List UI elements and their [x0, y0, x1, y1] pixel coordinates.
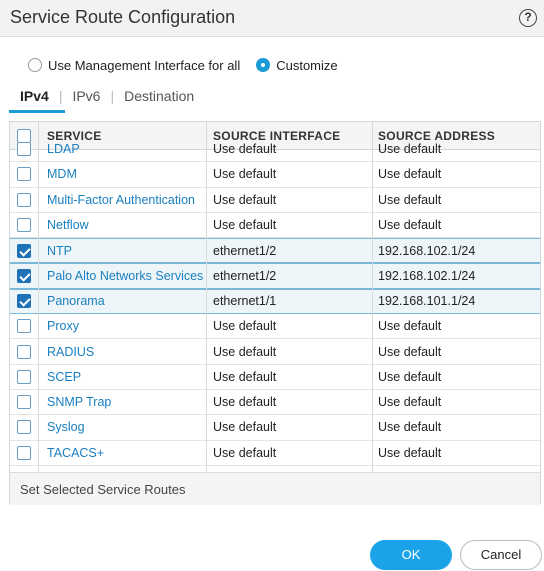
table-row[interactable]	[10, 162, 540, 187]
source-address-value: Use default	[378, 445, 442, 460]
table-row[interactable]	[10, 238, 540, 263]
source-address-value: Use default	[378, 369, 442, 384]
table-row[interactable]	[10, 213, 540, 238]
source-interface-value: ethernet1/1	[213, 294, 277, 309]
column-header-source-interface[interactable]: SOURCE INTERFACE	[213, 129, 341, 143]
column-divider	[206, 122, 207, 503]
source-address-value: Use default	[378, 319, 442, 334]
table-footer	[10, 472, 540, 505]
tab-bar	[20, 88, 194, 104]
tab-separator: |	[110, 88, 115, 104]
source-address-value: Use default	[378, 395, 442, 410]
table-row[interactable]	[10, 441, 540, 466]
source-interface-value: ethernet1/2	[213, 243, 277, 258]
tab-ipv4[interactable]: IPv4	[20, 88, 49, 104]
source-interface-value: Use default	[213, 369, 277, 384]
table-row[interactable]	[10, 289, 540, 314]
service-name-link[interactable]: Multi-Factor Authentication	[47, 192, 195, 207]
table-row[interactable]	[10, 415, 540, 440]
row-checkbox[interactable]	[17, 395, 31, 409]
source-address-value: 192.168.102.1/24	[378, 269, 476, 284]
table-body	[10, 142, 540, 472]
column-header-service[interactable]: SERVICE	[47, 129, 102, 143]
row-checkbox[interactable]	[17, 294, 31, 308]
table-row[interactable]	[10, 137, 540, 162]
service-name-link[interactable]: NTP	[47, 243, 72, 258]
source-address-value: Use default	[378, 167, 442, 182]
set-selected-service-routes-button[interactable]: Set Selected Service Routes	[20, 482, 186, 497]
row-checkbox[interactable]	[17, 345, 31, 359]
source-interface-value: Use default	[213, 167, 277, 182]
tab-destination[interactable]: Destination	[124, 88, 195, 104]
table-row[interactable]	[10, 263, 540, 288]
dialog-title: Service Route Configuration	[10, 7, 236, 27]
dialog-header	[0, 0, 544, 37]
service-name-link[interactable]: Syslog	[47, 420, 85, 435]
row-checkbox[interactable]	[17, 167, 31, 181]
source-address-value: Use default	[378, 142, 442, 157]
tab-ipv6[interactable]: IPv6	[72, 88, 101, 104]
service-name-link[interactable]: MDM	[47, 167, 77, 182]
table-row[interactable]	[10, 365, 540, 390]
row-checkbox[interactable]	[17, 446, 31, 460]
column-header-source-address[interactable]: SOURCE ADDRESS	[378, 129, 496, 143]
service-name-link[interactable]: Palo Alto Networks Services	[47, 269, 204, 284]
source-interface-value: Use default	[213, 395, 277, 410]
table-row[interactable]	[10, 188, 540, 213]
service-name-link[interactable]: TACACS+	[47, 445, 105, 460]
source-address-value: 192.168.101.1/24	[378, 294, 476, 309]
service-route-table	[9, 121, 541, 504]
active-tab-indicator	[9, 110, 65, 113]
column-divider	[38, 122, 39, 503]
radio-management-all[interactable]	[28, 58, 42, 72]
radio-customize[interactable]	[256, 58, 270, 72]
row-checkbox[interactable]	[17, 142, 31, 156]
row-checkbox[interactable]	[17, 319, 31, 333]
radio-management-all-label[interactable]: Use Management Interface for all	[48, 57, 241, 73]
service-name-link[interactable]: Panorama	[47, 294, 105, 309]
table-row[interactable]	[10, 390, 540, 415]
route-mode-group	[28, 56, 338, 74]
row-checkbox[interactable]	[17, 269, 31, 283]
service-name-link[interactable]: LDAP	[47, 142, 80, 157]
service-name-link[interactable]: Proxy	[47, 319, 79, 334]
source-interface-value: Use default	[213, 218, 277, 233]
column-divider	[372, 122, 373, 503]
source-address-value: 192.168.102.1/24	[378, 243, 476, 258]
row-checkbox[interactable]	[17, 244, 31, 258]
source-address-value: Use default	[378, 344, 442, 359]
source-address-value: Use default	[378, 420, 442, 435]
source-address-value: Use default	[378, 192, 442, 207]
row-checkbox[interactable]	[17, 218, 31, 232]
source-interface-value: Use default	[213, 344, 277, 359]
tab-separator: |	[58, 88, 63, 104]
row-checkbox[interactable]	[17, 370, 31, 384]
source-interface-value: Use default	[213, 420, 277, 435]
help-icon[interactable]: ?	[519, 9, 537, 27]
source-interface-value: ethernet1/2	[213, 269, 277, 284]
service-name-link[interactable]: SNMP Trap	[47, 395, 112, 410]
row-checkbox[interactable]	[17, 420, 31, 434]
ok-button[interactable]: OK	[370, 540, 452, 570]
row-checkbox[interactable]	[17, 193, 31, 207]
cancel-button[interactable]: Cancel	[460, 540, 542, 570]
service-name-link[interactable]: Netflow	[47, 218, 89, 233]
radio-customize-label[interactable]: Customize	[276, 57, 338, 73]
source-interface-value: Use default	[213, 192, 277, 207]
source-interface-value: Use default	[213, 445, 277, 460]
service-name-link[interactable]: RADIUS	[47, 344, 95, 359]
table-row[interactable]	[10, 314, 540, 339]
service-name-link[interactable]: SCEP	[47, 369, 82, 384]
source-interface-value: Use default	[213, 319, 277, 334]
table-row[interactable]	[10, 339, 540, 364]
source-address-value: Use default	[378, 218, 442, 233]
source-interface-value: Use default	[213, 142, 277, 157]
